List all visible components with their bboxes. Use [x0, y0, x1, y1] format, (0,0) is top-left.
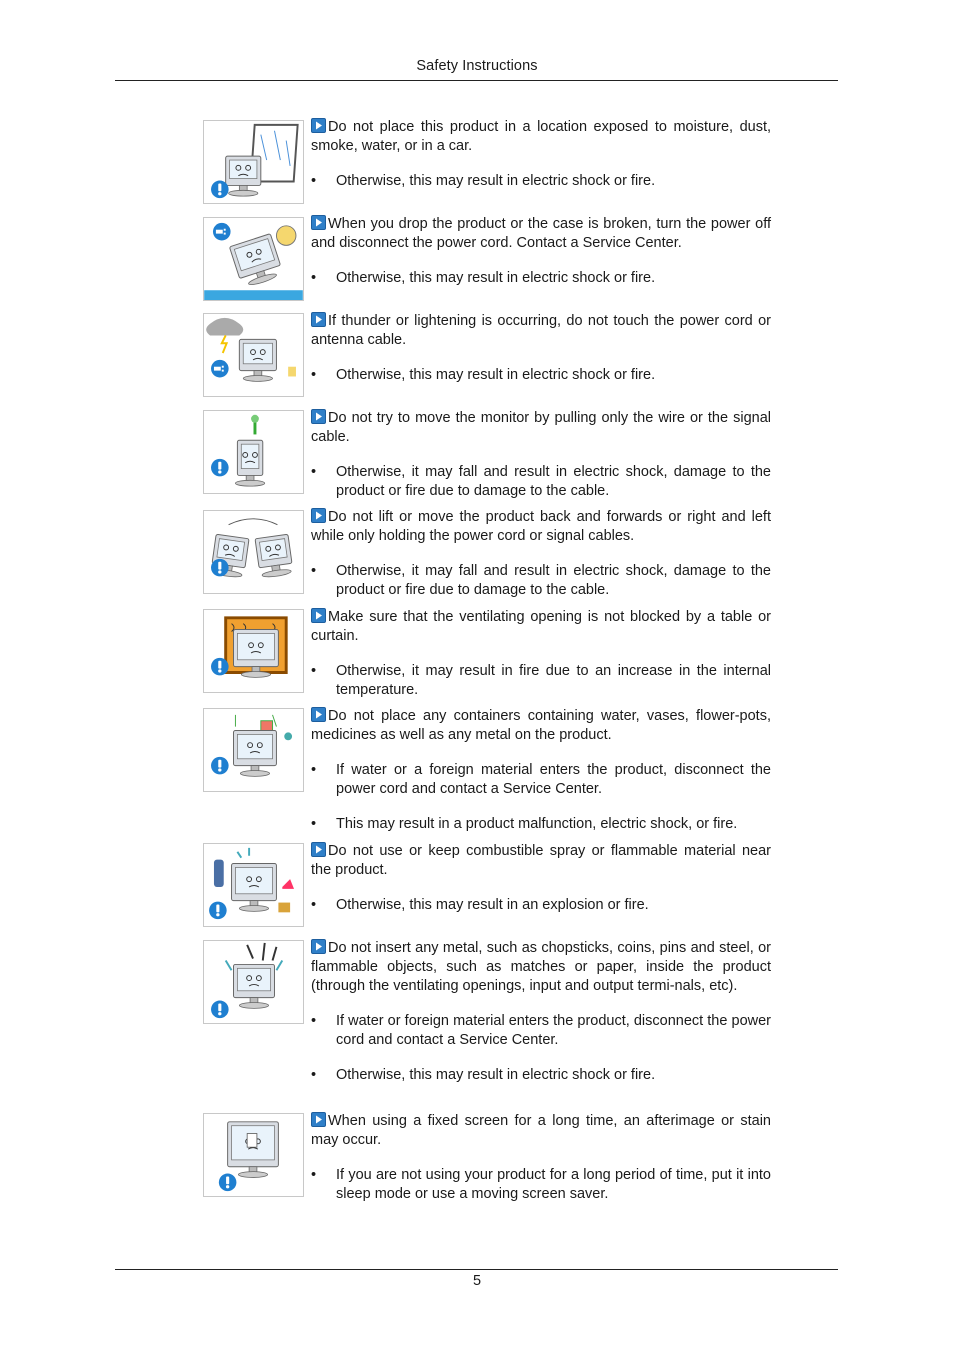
item-bullet-text: If water or a foreign material enters the product, disconnect the power cord and contact a Service Center.	[336, 762, 771, 797]
item-bullet	[311, 662, 771, 700]
item-bullet	[311, 1012, 771, 1050]
safety-item	[311, 508, 771, 600]
safety-item	[311, 842, 771, 915]
blue-arrow-marker-icon	[311, 409, 326, 424]
blue-arrow-marker-icon	[311, 707, 326, 722]
item-bullet-text: Otherwise, this may result in electric shock or fire.	[336, 1067, 656, 1083]
item-lead	[311, 508, 771, 546]
bullet-dot: •	[311, 270, 317, 286]
item-lead	[311, 118, 771, 156]
monitor-pulled-by-cable-icon	[203, 410, 304, 494]
item-bullet-text: Otherwise, it may fall and result in electric shock, damage to the product or fire due to damage to the cable.	[336, 464, 771, 499]
item-lead-text: Do not lift or move the product back and forwards or right and left while only holding the power cord or signal cables.	[311, 509, 771, 544]
item-lead	[311, 215, 771, 253]
item-lead-text: When you drop the product or the case is broken, turn the power off and disconnect the power cord. Contact a Service Center.	[311, 216, 771, 251]
safety-item	[311, 215, 771, 288]
item-lead-text: When using a fixed screen for a long time, an afterimage or stain may occur.	[311, 1113, 771, 1148]
item-bullet	[311, 463, 771, 501]
item-lead	[311, 312, 771, 350]
header-rule	[115, 80, 838, 81]
bullet-dot: •	[311, 173, 317, 189]
item-bullet-text: If you are not using your product for a long period of time, put it into sleep mode or use a moving screen saver.	[336, 1167, 771, 1202]
item-bullet	[311, 1166, 771, 1204]
monitor-metal-objects-inserted-icon	[203, 940, 304, 1024]
item-lead-text: Do not place this product in a location exposed to moisture, dust, smoke, water, or in a car.	[311, 119, 771, 154]
item-lead	[311, 409, 771, 447]
monitor-afterimage-icon	[203, 1113, 304, 1197]
item-lead	[311, 939, 771, 996]
item-lead-text: Do not use or keep combustible spray or flammable material near the product.	[311, 843, 771, 878]
item-bullet-text: Otherwise, this may result in electric shock or fire.	[336, 367, 656, 383]
monitor-flammable-spray-icon	[203, 843, 304, 927]
monitor-ventilation-blocked-icon	[203, 609, 304, 693]
blue-arrow-marker-icon	[311, 939, 326, 954]
bullet-dot: •	[311, 897, 317, 913]
footer-rule	[115, 1269, 838, 1270]
item-bullet-text: This may result in a product malfunction, electric shock, or fire.	[336, 816, 738, 832]
item-bullet	[311, 269, 771, 288]
blue-arrow-marker-icon	[311, 215, 326, 230]
item-bullet-text: Otherwise, this may result in electric shock or fire.	[336, 270, 656, 286]
page-number: 5	[472, 1273, 482, 1289]
item-lead	[311, 608, 771, 646]
blue-arrow-marker-icon	[311, 1112, 326, 1127]
item-lead-text: Do not insert any metal, such as chopsticks, coins, pins and steel, or flammable objects, such as matches or paper, inside the product (through the ventilating openings, input and output termi-nals, etc).	[311, 940, 771, 994]
monitor-containers-on-top-icon	[203, 708, 304, 792]
item-bullet	[311, 761, 771, 799]
safety-item	[311, 1112, 771, 1204]
page-header-title: Safety Instructions	[416, 58, 538, 74]
blue-arrow-marker-icon	[311, 312, 326, 327]
item-lead-text: If thunder or lightening is occurring, do not touch the power cord or antenna cable.	[311, 313, 771, 348]
item-lead	[311, 842, 771, 880]
bullet-dot: •	[311, 816, 317, 832]
item-bullet-text: Otherwise, this may result in electric shock or fire.	[336, 173, 656, 189]
safety-item	[311, 312, 771, 385]
blue-arrow-marker-icon	[311, 118, 326, 133]
safety-item	[311, 608, 771, 700]
bullet-dot: •	[311, 1067, 317, 1083]
item-bullet-text: Otherwise, it may fall and result in electric shock, damage to the product or fire due to damage to the cable.	[336, 563, 771, 598]
bullet-dot: •	[311, 1167, 317, 1183]
item-bullet-text: Otherwise, it may result in fire due to an increase in the internal temperature.	[336, 663, 771, 698]
item-bullet	[311, 562, 771, 600]
safety-item	[311, 707, 771, 834]
blue-arrow-marker-icon	[311, 842, 326, 857]
bullet-dot: •	[311, 563, 317, 579]
item-lead	[311, 707, 771, 745]
bullet-dot: •	[311, 762, 317, 778]
bullet-dot: •	[311, 464, 317, 480]
item-bullet	[311, 172, 771, 191]
bullet-dot: •	[311, 663, 317, 679]
item-lead-text: Make sure that the ventilating opening is not blocked by a table or curtain.	[311, 609, 771, 644]
item-bullet	[311, 1066, 771, 1085]
safety-item	[311, 409, 771, 501]
item-bullet-text: If water or foreign material enters the product, disconnect the power cord and contact a Service Center.	[336, 1013, 771, 1048]
blue-arrow-marker-icon	[311, 508, 326, 523]
item-bullet-text: Otherwise, this may result in an explosion or fire.	[336, 897, 649, 913]
safety-item	[311, 118, 771, 191]
bullet-dot: •	[311, 367, 317, 383]
monitor-dropped-unplug-icon	[203, 217, 304, 301]
monitor-rain-window-warning-icon	[203, 120, 304, 204]
item-lead-text: Do not try to move the monitor by pulling only the wire or the signal cable.	[311, 410, 771, 445]
bullet-dot: •	[311, 1013, 317, 1029]
item-bullet	[311, 366, 771, 385]
item-bullet	[311, 896, 771, 915]
safety-item	[311, 939, 771, 1085]
monitor-lifted-by-cord-icon	[203, 510, 304, 594]
item-bullet	[311, 815, 771, 834]
monitor-thunder-unplug-icon	[203, 313, 304, 397]
blue-arrow-marker-icon	[311, 608, 326, 623]
item-lead	[311, 1112, 771, 1150]
item-lead-text: Do not place any containers containing water, vases, flower-pots, medicines as well as any metal on the product.	[311, 708, 771, 743]
